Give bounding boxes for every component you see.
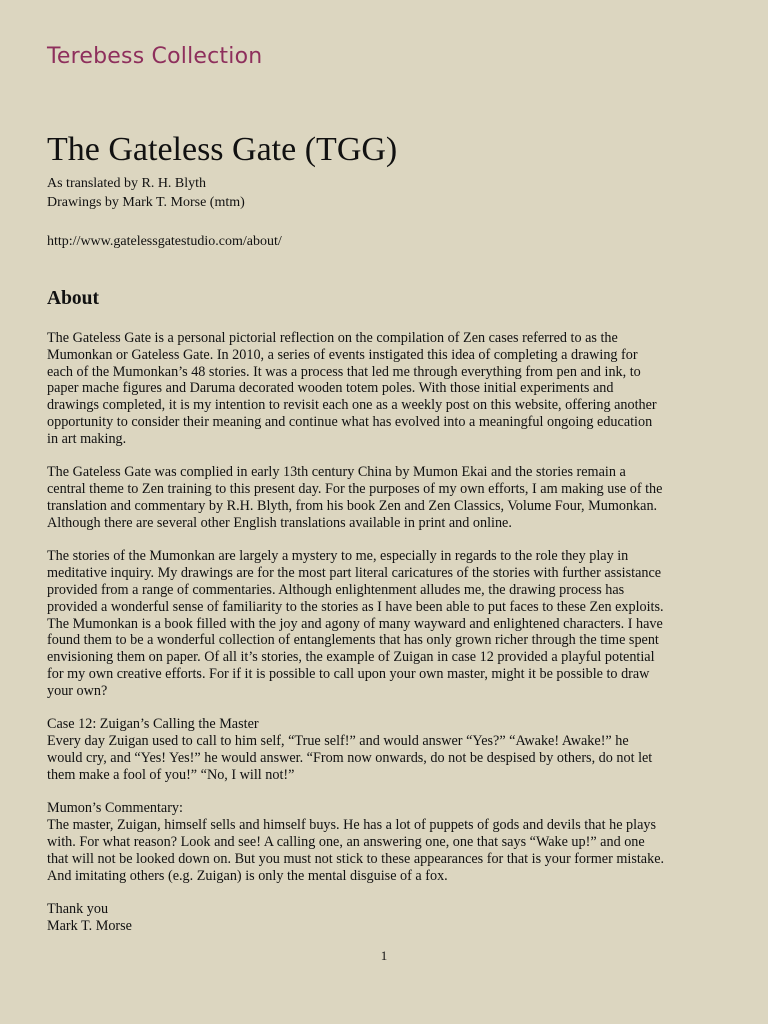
text-line: Thank you [47,901,109,918]
text-line: provided from a range of commentaries. Although enlightenment alludes me, the drawing process has [47,581,625,598]
author-name: Mark T. Morse [47,917,132,934]
text-line: in art making. [47,430,127,447]
paragraph-case-12 [47,716,729,783]
paragraph-commentary [47,800,729,884]
text-line: central theme to Zen training to this present day. For the purposes of my own efforts, I am making use of the [47,481,663,498]
text-line: opportunity to consider their meaning and continue what has evolved into a meaningful ongoing education [47,413,653,430]
paragraph-reflection [47,548,729,699]
text-line: translation and commentary by R.H. Blyth, from his book Zen and Zen Classics, Volume Four, Mumonkan. [47,497,658,514]
document-body [47,330,729,951]
collection-header: Terebess Collection [47,44,263,69]
text-line: that will not be looked down on. But you must not stick to these appearances for that is your former mistake. [47,850,665,867]
text-line: them make a fool of you!” “No, I will not!” [47,766,295,783]
text-line: your own? [47,682,108,699]
text-line: The Mumonkan is a book filled with the joy and agony of many wayward and enlightened characters. I have [47,615,663,632]
paragraph-intro [47,330,729,448]
translator-credit: As translated by R. H. Blyth [47,176,207,191]
text-line: The Gateless Gate is a personal pictorial reflection on the compilation of Zen cases referred to as the [47,330,618,346]
text-line: found them to be a wonderful collection of entanglements that has only grown richer through the time spent [47,632,659,649]
text-line: meditative inquiry. My drawings are for the most part literal caricatures of the stories with further assistance [47,565,662,582]
document-title: The Gateless Gate (TGG) [47,131,398,168]
text-line: Every day Zuigan used to call to him self, “True self!” and would answer “Yes?” “Awake! Awake!” he [47,733,629,750]
commentary-heading: Mumon’s Commentary: [47,800,183,817]
text-line: And imitating others (e.g. Zuigan) is only the mental disguise of a fox. [47,867,448,884]
paragraph-signature [47,901,729,935]
text-line: envisioning them on paper. Of all it’s stories, the example of Zuigan in case 12 provided a playful potential [47,649,655,666]
paragraph-history [47,464,729,531]
document-credits [47,174,245,212]
text-line: for my own creative efforts. For if it is possible to call upon your own master, might it be possible to draw [47,665,650,682]
text-line: drawings completed, it is my intention to revisit each one as a weekly post on this website, offering another [47,397,657,414]
text-line: with. For what reason? Look and see! A calling one, an answering one, one that says “Wake up!” and one [47,833,645,850]
text-line: The Gateless Gate was complied in early 13th century China by Mumon Ekai and the stories remain a [47,464,626,481]
text-line: Although there are several other English translations available in print and online. [47,514,512,531]
text-line: The stories of the Mumonkan are largely a mystery to me, especially in regards to the role they play in [47,548,629,565]
page-number: 1 [380,948,388,963]
text-line: Mumonkan or Gateless Gate. In 2010, a series of events instigated this idea of completing a drawing for [47,346,638,363]
case-heading: Case 12: Zuigan’s Calling the Master [47,716,259,733]
about-heading: About [47,288,100,309]
drawings-credit: Drawings by Mark T. Morse (mtm) [47,195,245,210]
text-line: each of the Mumonkan’s 48 stories. It was a process that led me through everything from pen and ink, to [47,363,641,380]
text-line: provided a wonderful sense of familiarity to the stories as I have been able to put faces to these Zen exploits. [47,598,664,615]
text-line: would cry, and “Yes! Yes!” he would answer. “From now onwards, do not be despised by others, do not let [47,749,653,766]
source-url: http://www.gatelessgatestudio.com/about/ [47,234,282,249]
text-line: paper mache figures and Daruma decorated wooden totem poles. With those initial experiments and [47,380,614,397]
text-line: The master, Zuigan, himself sells and himself buys. He has a lot of puppets of gods and devils that he plays [47,817,656,834]
